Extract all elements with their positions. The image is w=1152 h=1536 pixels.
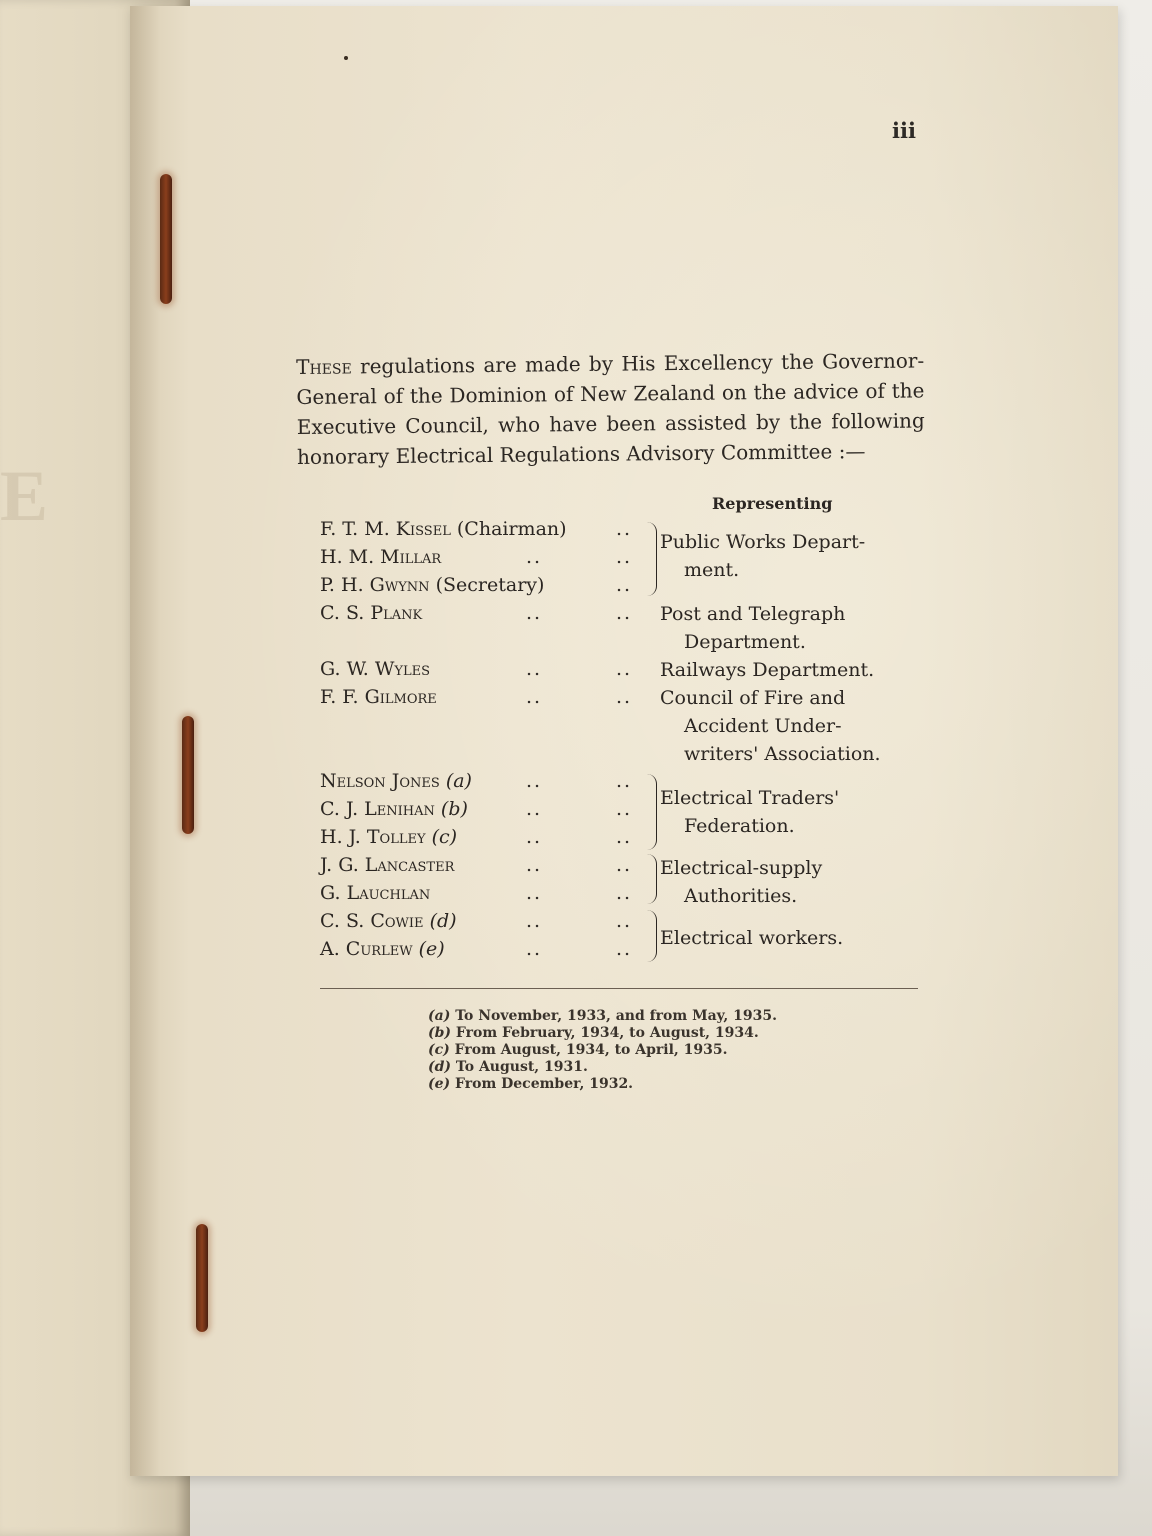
intro-lead-word: These: [296, 354, 352, 379]
leader-dots: ..: [526, 882, 543, 904]
member-name: G. Lauchlan: [320, 882, 431, 904]
leader-dots: ..: [526, 798, 543, 820]
department-railways: Railways Department.: [660, 659, 875, 681]
footnote-rule: [320, 988, 918, 989]
footnote: (e) From December, 1932.: [428, 1076, 634, 1092]
leader-dots: ..: [616, 882, 633, 904]
member-name: J. G. Lancaster: [320, 854, 455, 876]
member-name: P. H. Gwynn (Secretary): [320, 574, 545, 596]
footnote: (b) From February, 1934, to August, 1934.: [428, 1025, 759, 1041]
representing-heading: Representing: [712, 494, 833, 513]
leader-dots: ..: [526, 546, 543, 568]
member-name: G. W. Wyles: [320, 658, 431, 680]
rusty-staple: [196, 1224, 208, 1332]
leader-dots: ..: [526, 770, 543, 792]
leader-dots: ..: [526, 854, 543, 876]
member-name: C. S. Plank: [320, 602, 423, 624]
department-post-telegraph: Post and Telegraph Department.: [660, 603, 846, 653]
leader-dots: ..: [526, 658, 543, 680]
footnote: (c) From August, 1934, to April, 1935.: [428, 1042, 728, 1058]
leader-dots: ..: [616, 686, 633, 708]
leader-dots: ..: [616, 798, 633, 820]
leader-dots: ..: [526, 938, 543, 960]
department-supply: Electrical-supply Authorities.: [660, 857, 823, 907]
member-name: F. F. Gilmore: [320, 686, 437, 708]
leader-dots: ..: [616, 602, 633, 624]
member-name: C. S. Cowie (d): [320, 910, 457, 932]
brace: [646, 854, 657, 904]
department-traders: Electrical Traders' Federation.: [660, 787, 840, 837]
footnote: (d) To August, 1931.: [428, 1059, 588, 1075]
intro-paragraph: [296, 345, 925, 472]
footnotes: [428, 1008, 777, 1093]
leader-dots: ..: [526, 686, 543, 708]
brace: [646, 910, 657, 962]
spine-shadow: [130, 6, 160, 1476]
leader-dots: ..: [616, 854, 633, 876]
rusty-staple: [182, 716, 194, 834]
page-number: iii: [892, 118, 916, 143]
leader-dots: ..: [526, 910, 543, 932]
member-name: Nelson Jones (a): [320, 770, 472, 792]
leader-dots: ..: [616, 574, 633, 596]
leader-dots: ..: [526, 602, 543, 624]
rusty-staple: [160, 174, 172, 304]
leader-dots: ..: [616, 938, 633, 960]
department-workers: Electrical workers.: [660, 927, 844, 949]
member-name: H. J. Tolley (c): [320, 826, 458, 848]
member-name: H. M. Millar: [320, 546, 442, 568]
intro-text: regulations are made by His Excellency the Governor-General of the Dominion of New Zealand on the advice of the Executive Council, who have been assisted by the following honorary Electrical Regulations Advisory Committee :—: [296, 348, 925, 469]
footnote: (a) To November, 1933, and from May, 1935.: [428, 1008, 778, 1024]
department-fire-accident: Council of Fire and Accident Under- writers' Association.: [660, 687, 881, 765]
leader-dots: ..: [526, 826, 543, 848]
leader-dots: ..: [616, 770, 633, 792]
member-name: F. T. M. Kissel (Chairman): [320, 518, 567, 540]
document-page: [130, 6, 1118, 1476]
leader-dots: ..: [616, 546, 633, 568]
brace: [646, 774, 657, 850]
brace: [646, 522, 657, 596]
leader-dots: ..: [616, 910, 633, 932]
leader-dots: ..: [616, 826, 633, 848]
leader-dots: ..: [616, 518, 633, 540]
department-public-works: Public Works Depart- ment.: [660, 531, 866, 581]
member-name: A. Curlew (e): [320, 938, 445, 960]
paper-speck: [344, 56, 348, 60]
leader-dots: ..: [616, 658, 633, 680]
bleed-through-text: E: [0, 456, 51, 536]
member-name: C. J. Lenihan (b): [320, 798, 468, 820]
